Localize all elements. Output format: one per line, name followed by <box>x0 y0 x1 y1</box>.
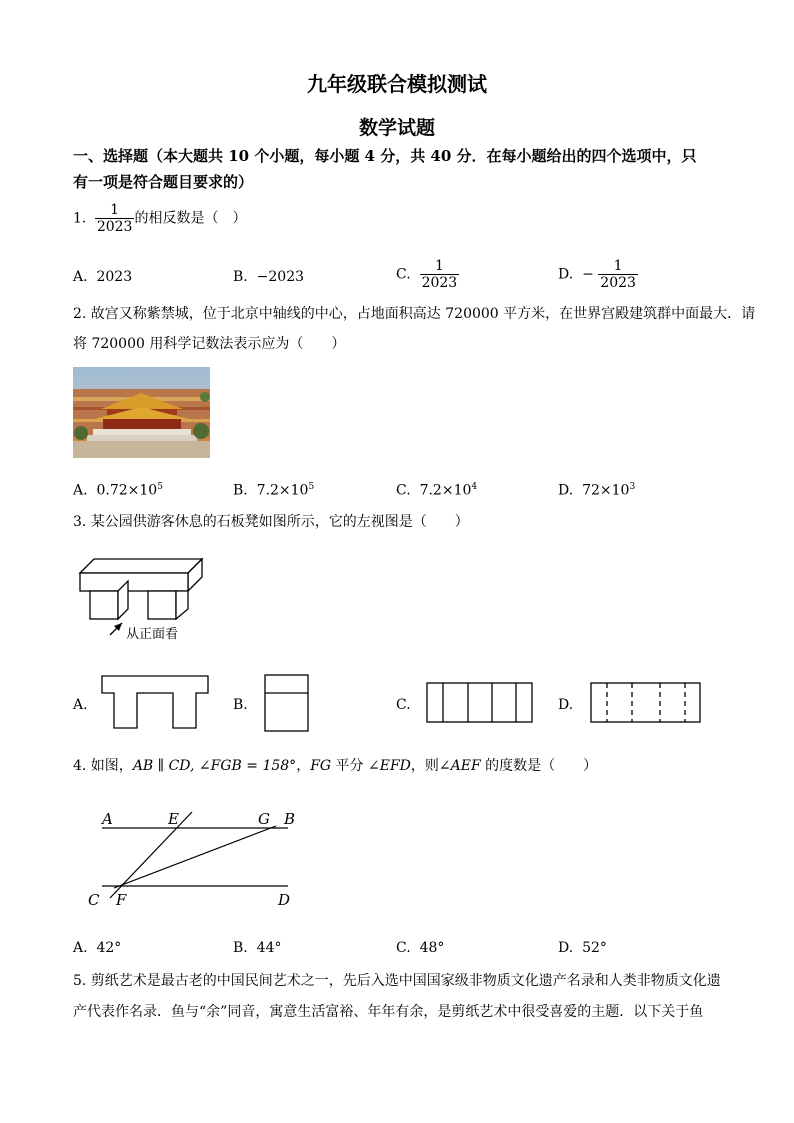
stem-text: ， <box>296 758 311 774</box>
section-heading-line1: 一、选择题（本大题共 10 个小题，每小题 4 分，共 40 分．在每小题给出的四个选项中，只 <box>73 147 697 165</box>
point-label-g: G <box>258 810 270 828</box>
q2-option-b[interactable] <box>233 478 314 500</box>
subject-title: 数学试题 <box>358 117 435 139</box>
option-label: B. <box>233 940 248 956</box>
question-4 <box>73 757 597 775</box>
option-label: A. <box>73 269 88 285</box>
q2-option-c[interactable] <box>396 478 477 500</box>
math-expression: ∠AEF <box>438 758 481 774</box>
option-label: D. <box>558 940 574 956</box>
q1-option-a[interactable] <box>73 268 132 286</box>
option-text: 42° <box>96 940 122 956</box>
question-stem-suffix: 的度数是（ ） <box>480 758 598 774</box>
question-stem-prefix: 4. 如图， <box>73 758 133 774</box>
option-exponent: 3 <box>629 482 636 492</box>
forbidden-city-photo <box>73 367 210 458</box>
math-expression: FG <box>310 758 332 774</box>
option-mantissa: 72×10 <box>582 482 630 499</box>
stem-text: ，则 <box>410 758 439 774</box>
fraction-denominator: 2023 <box>421 275 458 291</box>
q3-option-c-label[interactable]: C. <box>396 697 411 713</box>
stem-text: 平分 <box>331 758 368 774</box>
q4-option-d[interactable] <box>558 939 607 957</box>
point-label-e: E <box>168 810 179 828</box>
q3-option-a-figure[interactable] <box>101 675 209 729</box>
point-label-f: F <box>116 891 127 909</box>
option-text: 44° <box>256 940 282 956</box>
point-label-c: C <box>88 891 100 909</box>
option-label: C. <box>396 266 411 283</box>
question-5-line1: 5. 剪纸艺术是最古老的中国民间艺术之一，先后入选中国国家级非物质文化遗产名录和人类非物质文化遗 <box>73 973 721 989</box>
option-label: D. <box>558 266 574 283</box>
q4-option-b[interactable] <box>233 939 281 957</box>
question-2-line2: 将 720000 用科学记数法表示应为（ ） <box>73 336 346 352</box>
question-3: 3. 某公园供游客休息的石板凳如图所示，它的左视图是（ ） <box>73 514 469 530</box>
math-expression: AB ∥ CD, ∠FGB = 158° <box>132 758 297 774</box>
option-text: 2023 <box>96 269 133 285</box>
option-label: C. <box>396 482 411 499</box>
option-exponent: 5 <box>308 482 315 492</box>
q2-option-a[interactable] <box>73 478 163 500</box>
question-5-line2: 产代表作名录．鱼与“余”同音，寓意生活富裕、年年有余，是剪纸艺术中很受喜爱的主题．以下关于鱼 <box>73 1004 704 1020</box>
section-heading-line2: 有一项是符合题目要求的） <box>73 173 254 191</box>
option-exponent: 5 <box>157 482 163 492</box>
fraction <box>95 202 135 235</box>
point-label-b: B <box>284 810 296 828</box>
fraction-numerator: 1 <box>613 258 623 274</box>
option-mantissa: 7.2×10 <box>419 482 472 499</box>
minus-sign: − <box>582 266 594 283</box>
question-2-line1: 2. 故宫又称紫禁城，位于北京中轴线的中心，占地面积高达 720000 平方米，在世界宫殿建筑群中面最大．请 <box>73 306 756 322</box>
q4-option-a[interactable] <box>73 939 121 957</box>
option-label: B. <box>233 269 248 285</box>
fraction-denominator: 2023 <box>600 275 636 291</box>
point-label-a: A <box>102 810 113 828</box>
option-text: 48° <box>419 940 445 956</box>
line-fg <box>114 826 276 888</box>
parallel-lines-figure <box>80 806 310 910</box>
question-stem: 的相反数是（ ） <box>134 210 247 227</box>
q2-option-d[interactable] <box>558 478 635 500</box>
option-label: A. <box>73 482 88 499</box>
q3-option-c-figure[interactable] <box>426 682 534 724</box>
option-text: −2023 <box>256 269 305 285</box>
question-1 <box>73 202 246 235</box>
fraction-denominator: 2023 <box>96 219 133 235</box>
q3-option-b-label[interactable]: B. <box>233 697 248 713</box>
option-exponent: 4 <box>471 482 478 492</box>
q3-option-d-label[interactable]: D. <box>558 697 574 713</box>
q3-option-a-label[interactable]: A. <box>73 697 88 713</box>
option-label: C. <box>396 940 411 956</box>
option-text: 52° <box>582 940 607 956</box>
q4-option-c[interactable] <box>396 939 444 957</box>
exam-title: 九年级联合模拟测试 <box>307 72 487 96</box>
point-label-d: D <box>278 891 291 909</box>
q3-option-d-figure[interactable] <box>590 682 702 724</box>
option-label: B. <box>233 482 248 499</box>
q1-option-b[interactable] <box>233 268 304 286</box>
fraction-numerator: 1 <box>110 202 120 218</box>
math-expression: ∠EFD <box>368 758 411 774</box>
q1-option-d[interactable] <box>558 258 638 291</box>
option-mantissa: 7.2×10 <box>256 482 309 499</box>
fraction <box>420 258 460 291</box>
q1-option-c[interactable] <box>396 258 459 291</box>
view-direction-label: 从正面看 <box>126 627 179 642</box>
fraction <box>598 258 638 291</box>
fraction-numerator: 1 <box>434 258 444 274</box>
option-mantissa: 0.72×10 <box>96 482 158 499</box>
q3-option-b-figure[interactable] <box>264 674 310 732</box>
option-label: D. <box>558 482 574 499</box>
question-number: 1. <box>73 210 87 227</box>
forbidden-city-illustration <box>73 367 210 458</box>
option-label: A. <box>73 940 88 956</box>
